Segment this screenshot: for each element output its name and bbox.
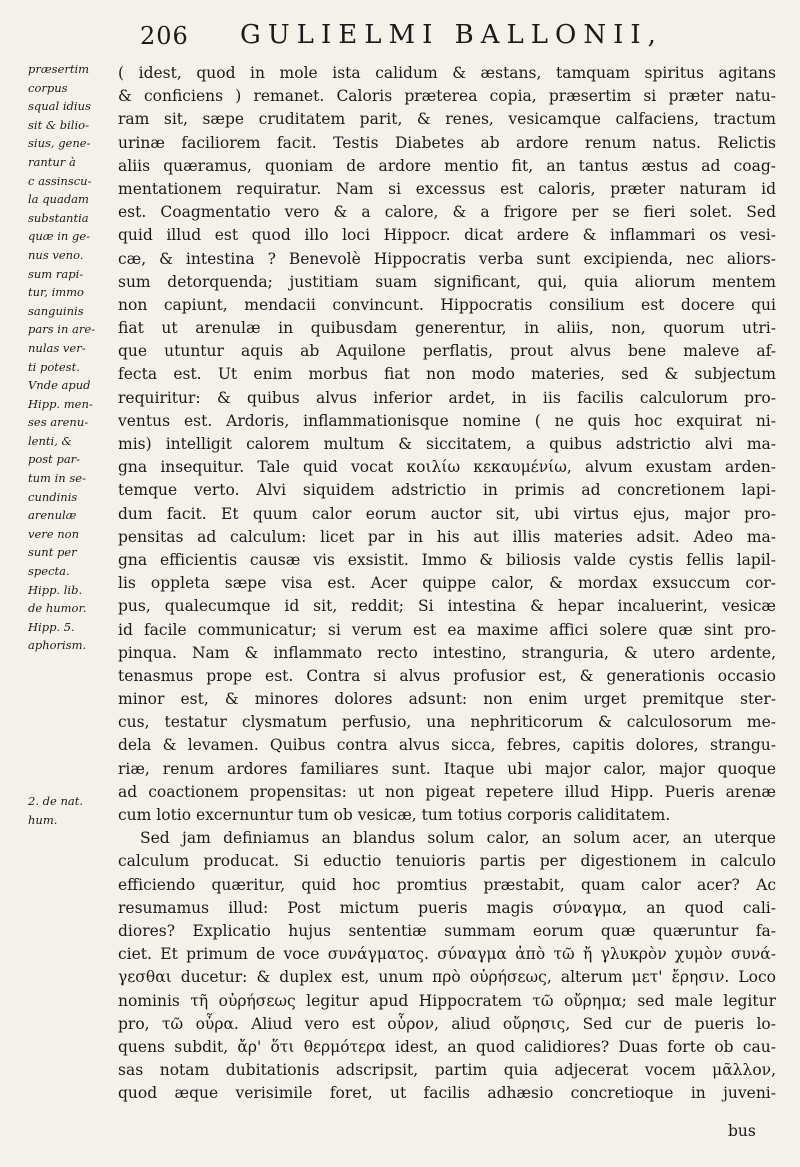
text-line: urinæ faciliorem facit. Testis Diabetes ab ardore renum natus. Relictis	[118, 133, 776, 152]
text-line: ram sit, sæpe cruditatem parit, & renes, vesicamque calfaciens, tractum	[118, 110, 776, 129]
text-line: pinqua. Nam & inflammato recto intestino, stranguria, & utero ardente,	[118, 643, 776, 662]
text-line: pus, qualecumque id sit, reddit; Si intestina & hepar incaluerint, vesicæ	[118, 597, 776, 616]
text-line: mis) intelligit calorem multum & siccitatem, a quibus adstrictio alvi ma-	[118, 435, 776, 453]
text-line: cum lotio excernuntur tum ob vesicæ, tum totius corporis caliditatem.	[118, 806, 671, 824]
text-line: dela & levamen. Quibus contra alvus sicca, febres, capitis dolores, strangu-	[118, 736, 776, 755]
margin-note-line: pars in are-	[28, 322, 96, 337]
text-line: ciet. Et primum de voce συνάγματος. σύναγμα ἀπὸ τῶ ἤ γλυκρὸν χυμὸν συνά-	[118, 945, 776, 964]
body-text	[118, 62, 776, 1105]
page-header	[0, 18, 800, 58]
text-line: calculum producat. Si eductio tenuioris partis per digestionem in calculo	[118, 852, 776, 871]
text-line: ad coactionem propensitas: ut non pigeat repetere illud Hipp. Pueris arenæ	[118, 782, 776, 801]
margin-note-line: c assinscu-	[28, 173, 92, 188]
text-line: sum detorquenda; justitiam suam significant, qui, quia aliorum mentem	[118, 272, 776, 291]
text-line: est. Coagmentatio vero & a calore, & a frigore per se fieri solet. Sed	[118, 203, 776, 222]
text-line: & conficiens ) remanet. Caloris præterea copia, præsertim si præter natu-	[118, 87, 776, 106]
margin-note-line: præsertim	[28, 62, 90, 76]
text-line: riæ, renum ardores familiares sunt. Itaque ubi major calor, major quoque	[118, 759, 776, 778]
margin-note-line: substantia	[28, 210, 89, 225]
text-line: cus, testatur clysmatum perfusio, una nephriticorum & calculosorum me-	[118, 713, 776, 732]
margin-note-line: post par-	[28, 452, 81, 467]
margin-note-line: squal idius	[28, 99, 91, 114]
margin-note-line: hum.	[28, 812, 58, 827]
margin-note	[28, 792, 83, 829]
margin-note-line: ti potest.	[28, 359, 80, 374]
margin-note-line: arenulæ	[28, 508, 77, 523]
margin-note-line: lenti, &	[28, 433, 72, 448]
text-line: tenasmus prope est. Contra si alvus profusior est, & generationis occasio	[118, 666, 776, 685]
margin-note-line: Hipp. 5.	[28, 619, 75, 634]
margin-note-line: aphorism.	[28, 638, 87, 653]
margin-note-line: ses arenu-	[28, 415, 89, 430]
text-line: diores? Explicatio hujus sententiæ summam eorum quæ quæruntur fa-	[118, 921, 776, 940]
margin-note-line: la quadam	[28, 192, 89, 207]
text-line: Sed jam definiamus an blandus solum calor, an solum acer, an uterque	[140, 829, 776, 848]
margin-note-line: sum rapi-	[28, 266, 84, 281]
text-line: temque verto. Alvi siquidem adstrictio in primis ad concretionem lapi-	[118, 481, 776, 500]
margin-note-line: cundinis	[28, 489, 78, 504]
text-line: resumamus illud: Post mictum pueris magis σύναγμα, an quod cali-	[118, 898, 776, 917]
margin-note-line: rantur à	[28, 154, 76, 169]
margin-note-line: tur, immo	[28, 285, 84, 300]
margin-note	[28, 60, 95, 655]
text-line: que utuntur aquis ab Aquilone perflatis, prout alvus bene maleve af-	[118, 342, 776, 361]
text-line: quod æque verisimile foret, ut facilis adhæsio concretioque in juveni-	[118, 1084, 776, 1103]
margin-note-line: sius, gene-	[28, 136, 91, 151]
text-line: pro, τῶ οὖρα. Aliud vero est οὖρον, aliud οὔρησις, Sed cur de pueris lo-	[118, 1014, 776, 1033]
text-line: ( idest, quod in mole ista calidum & æstans, tamquam spiritus agitans	[118, 64, 776, 82]
text-line: minor est, & minores dolores adsunt: non enim urget premitque ster-	[118, 690, 776, 709]
page-number: 206	[140, 22, 189, 50]
margin-note-line: quæ in ge-	[28, 229, 91, 244]
margin-note-line: de humor.	[28, 601, 87, 616]
margin-note-line: Hipp. men-	[28, 396, 93, 411]
margin-note-line: nus veno.	[28, 247, 84, 262]
margin-note-line: corpus	[28, 80, 68, 95]
margin-note-line: specta.	[28, 564, 70, 579]
catchword: bus	[728, 1122, 756, 1140]
margin-note-line: nulas ver-	[28, 340, 86, 355]
text-line: id facile communicatur; si verum est ea maxime affici solere quæ sint pro-	[118, 620, 776, 639]
margin-note-line: vere non	[28, 526, 79, 541]
text-line: dum facit. Et quum calor eorum auctor sit, ubi virtus ejus, major pro-	[118, 504, 776, 523]
text-line: requiritur: & quibus alvus inferior ardet, in iis facilis calculorum pro-	[118, 388, 776, 407]
text-line: mentationem requiratur. Nam si excessus est caloris, præter naturam id	[118, 179, 776, 198]
margin-note-line: Vnde apud	[28, 378, 91, 393]
running-head: GULIELMI BALLONII,	[240, 20, 663, 50]
text-line: γεσθαι ducetur: & duplex est, unum πρὸ οὐρήσεως, alterum μετ' ἔρησιν. Loco	[118, 968, 776, 987]
text-line: pensitas ad calculum: licet par in his aut illis materies adsit. Adeo ma-	[118, 527, 776, 546]
text-line: gna efficientis causæ vis exsistit. Immo & biliosis valde cystis fellis lapil-	[118, 550, 776, 569]
text-line: quens subdit, ἄρ' ὅτι θερμότερα idest, an quod calidiores? Duas forte ob cau-	[118, 1037, 776, 1056]
text-line: lis oppleta sæpe visa est. Acer quippe calor, & mordax exsuccum cor-	[118, 574, 776, 593]
margin-note-line: sanguinis	[28, 303, 84, 318]
margin-note-line: sit & bilio-	[28, 117, 89, 132]
text-line: nominis τῆ οὐρήσεως legitur apud Hippocratem τῶ οὔρημα; sed male legitur	[118, 991, 776, 1010]
text-line: ventus est. Ardoris, inflammationisque nomine ( ne quis hoc exquirat ni-	[118, 411, 776, 430]
text-line: sas notam dubitationis adscripsit, partim quia adjecerat vocem μᾶλλον,	[118, 1061, 776, 1080]
text-line: fiat ut arenulæ in quibusdam generentur, in aliis, non, quorum utri-	[118, 319, 776, 338]
margin-note-line: 2. de nat.	[28, 794, 83, 808]
text-line: efficiendo quæritur, quid hoc promtius præstabit, quam calor acer? Ac	[118, 875, 776, 894]
text-line: cæ, & intestina ? Benevolè Hippocratis verba sunt excipienda, nec aliors-	[118, 249, 776, 268]
text-line: non capiunt, mendacii convincunt. Hippocratis consilium est docere qui	[118, 295, 776, 314]
margin-note-line: tum in se-	[28, 471, 86, 486]
text-line: gna insequitur. Tale quid vocat κοιλίω κεκαυμένίω, alvum exustam arden-	[118, 458, 776, 477]
text-line: quid illud est quod illo loci Hippocr. dicat ardere & inflammari os vesi-	[118, 226, 776, 245]
text-line: aliis quæramus, quoniam de ardore mentio fit, an tantus æstus ad coag-	[118, 156, 776, 175]
margin-note-line: Hipp. lib.	[28, 582, 83, 597]
text-line: fecta est. Ut enim morbus fiat non modo materies, sed & subjectum	[118, 365, 776, 384]
margin-note-line: sunt per	[28, 545, 77, 560]
